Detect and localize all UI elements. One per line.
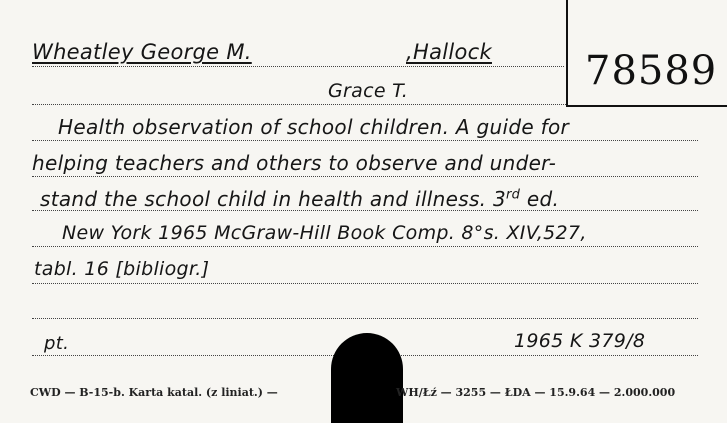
punch-hole <box>331 333 403 423</box>
ruled-line <box>32 104 566 105</box>
edition-superscript: rd <box>506 187 521 203</box>
author-name: Wheatley George M. <box>32 40 252 64</box>
printed-footer-left: CWD — B-15-b. Karta katal. (z liniat.) — <box>30 386 278 399</box>
ruled-line <box>32 246 698 247</box>
note-left: pt. <box>44 333 70 354</box>
title-line-1: Health observation of school children. A guide for <box>58 115 570 139</box>
title-line-2: helping teachers and others to observe and under- <box>32 151 557 175</box>
title-line-3: stand the school child in health and illness. 3rd ed. <box>40 187 560 211</box>
coauthor-given-name: Grace T. <box>328 80 409 102</box>
collation-line: tabl. 16 [bibliogr.] <box>34 258 210 280</box>
imprint-line: New York 1965 McGraw-Hill Book Comp. 8°s. XIV,527, <box>62 222 587 244</box>
shelf-mark: 1965 K 379/8 <box>514 330 646 352</box>
ruled-line <box>32 176 698 177</box>
edition-suffix: ed. <box>526 187 560 211</box>
printed-footer-right: WH/Łź — 3255 — ŁDA — 15.9.64 — 2.000.000 <box>396 386 676 399</box>
ruled-line <box>32 66 564 67</box>
ruled-line <box>32 318 698 319</box>
call-number: 78589 <box>585 48 718 94</box>
ruled-line <box>32 140 698 141</box>
coauthor-surname: ,Hallock <box>406 40 492 64</box>
ruled-line <box>32 283 698 284</box>
